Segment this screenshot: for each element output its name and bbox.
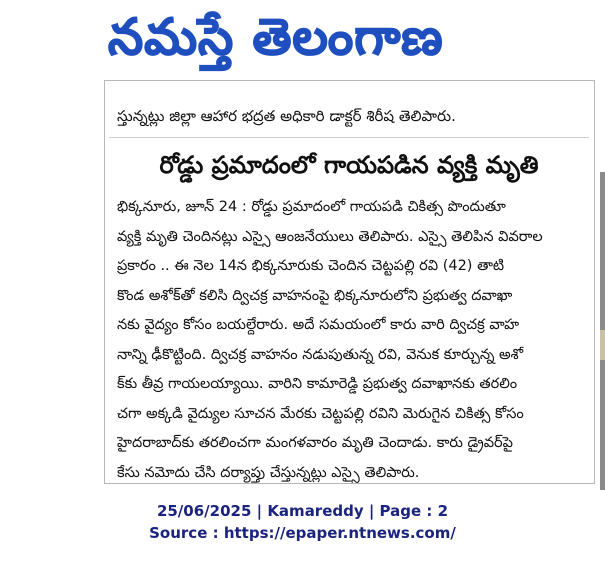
article-divider <box>109 137 589 138</box>
article-line: కేసు నమోదు చేసి దర్యాప్తు చేస్తున్నట్లు ఎస్సై తెలిపారు. <box>117 464 420 481</box>
article-line: కొండ అశోక్‌తో కలిసి ద్విచక్ర వాహనంపై భిక్కనూరులోని ప్రభుత్వ దవాఖా <box>117 287 513 304</box>
source-url: Source : https://epaper.ntnews.com/ <box>149 524 456 542</box>
previous-article-tail: స్తున్నట్లు జిల్లా ఆహార భద్రత అధికారి డాక్టర్ శిరీష తెలిపారు. <box>117 107 456 125</box>
article-headline: రోడ్డు ప్రమాదంలో గాయపడిన వ్యక్తి మృతి <box>159 151 539 179</box>
article-line: హైదరాబాద్‌కు తరలించగా మంగళవారం మృతి చెందాడు. కారు డ్రైవర్‌పై <box>117 435 513 451</box>
news-clipping <box>104 80 595 484</box>
article-line: ప్రకారం .. ఈ నెల 14న భిక్కనూరుకు చెందిన చెట్టపల్లి రవి (42) తాటి <box>117 258 505 274</box>
article-line: చగా అక్కడి వైద్యుల సూచన మేరకు చెట్టపల్లి రవిని మెరుగైన చికిత్స కోసం <box>117 405 524 422</box>
article-line: వ్యక్తి మృతి చెందినట్లు ఎస్సై ఆంజనేయులు తెలిపారు. ఎస్సై తెలిపిన వివరాల <box>117 228 543 245</box>
clipping-footer <box>0 500 605 544</box>
article-line: భిక్కనూరు, జూన్ 24 : రోడ్డు ప్రమాదంలో గాయపడి చికిత్స పొందుతూ <box>117 199 506 215</box>
masthead <box>0 0 605 80</box>
article-line: నకు వైద్యం కోసం బయల్దేరారు. అదే సమయంలో కారు వారి ద్విచక్ర వాహ <box>117 317 520 333</box>
newspaper-logo-title: నమస్తే తెలంగాణ <box>108 8 444 66</box>
article-line: క్‌కు తీవ్ర గాయలయ్యాయి. వారిని కామారెడ్డి ప్రభుత్వ దవాఖానకు తరలిం <box>117 376 518 392</box>
article-body <box>117 193 589 484</box>
adjacent-page-image-edge <box>600 330 605 360</box>
article-line: నాన్ని ఢీకొట్టింది. ద్విచక్ర వాహనం నడుపుతున్న రవి, వెనుక కూర్చున్న అశో <box>117 346 524 363</box>
edition-info: 25/06/2025 | Kamareddy | Page : 2 <box>156 502 449 520</box>
